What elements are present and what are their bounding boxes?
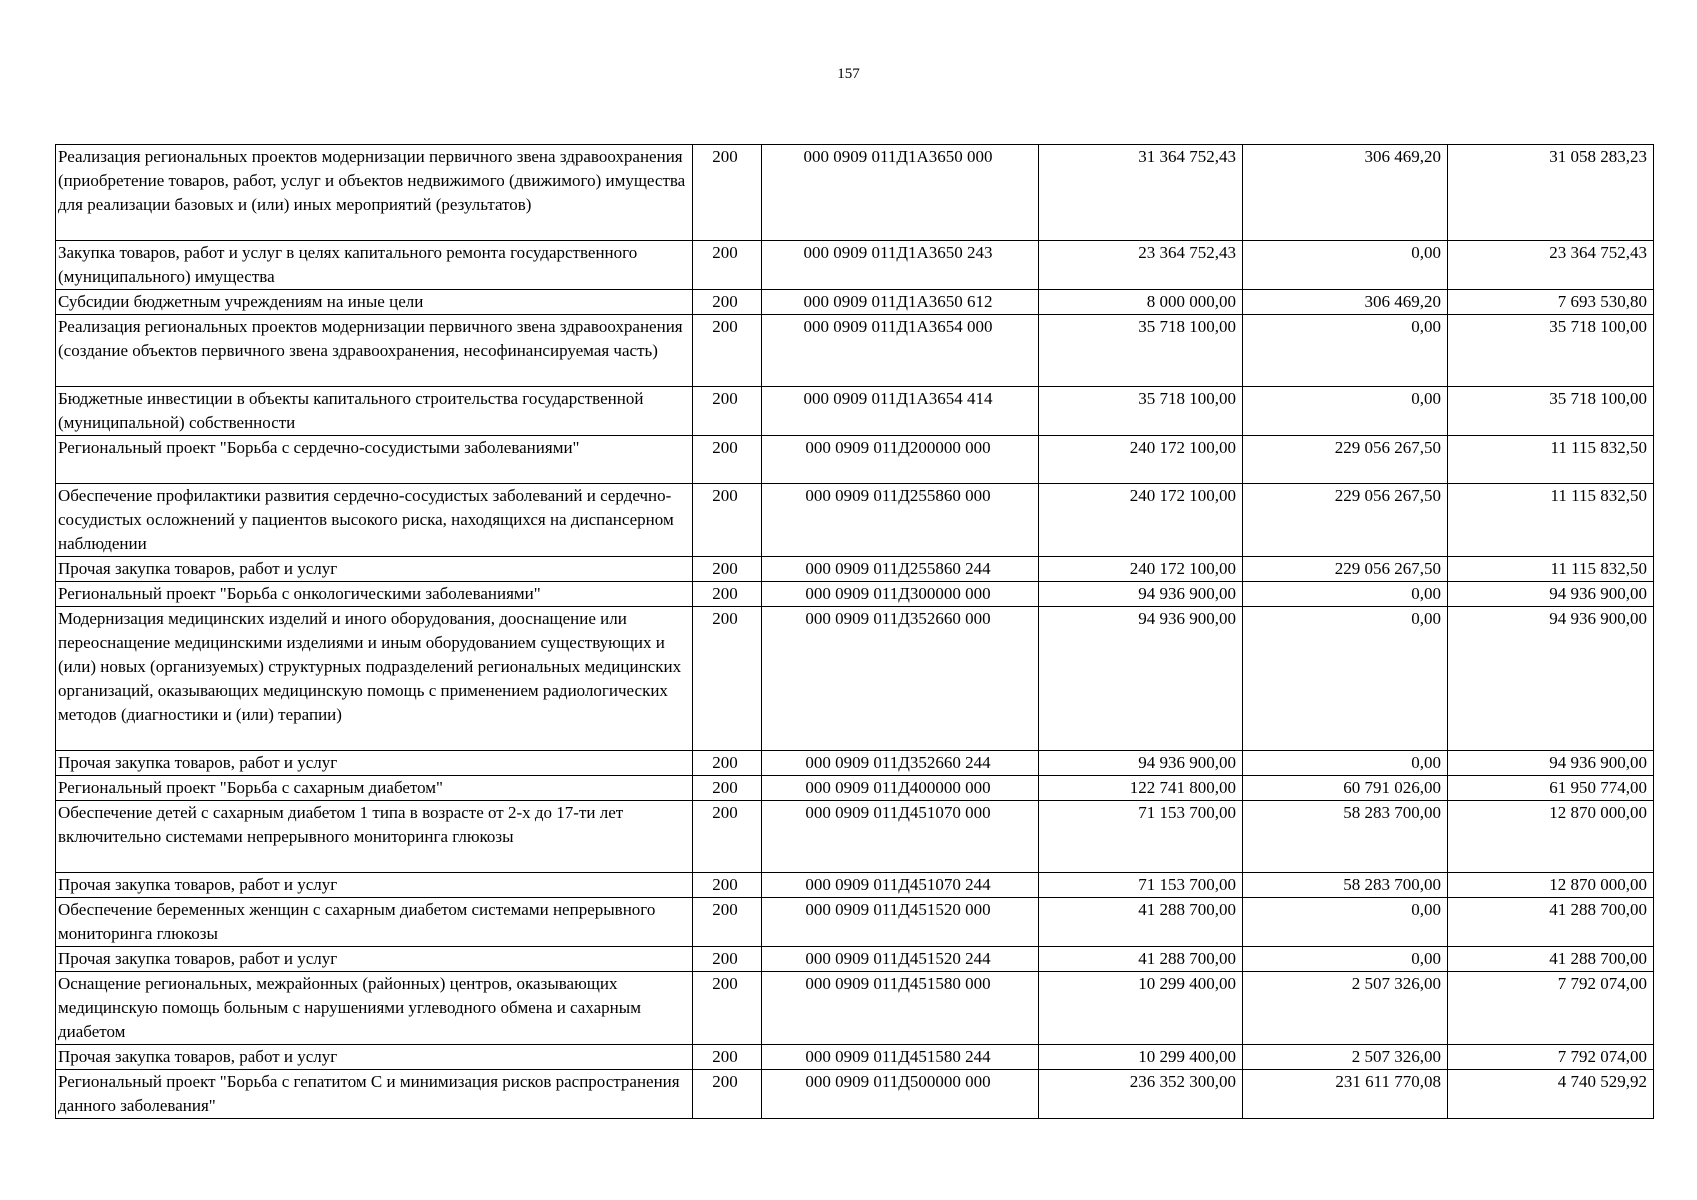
row-approved-cell: 122 741 800,00 [1039, 776, 1243, 801]
row-admin-code-cell: 200 [693, 898, 762, 947]
row-admin-code-cell: 200 [693, 241, 762, 290]
row-admin-code-cell: 200 [693, 801, 762, 873]
row-name-cell: Региональный проект "Борьба с сахарным диабетом" [56, 776, 693, 801]
row-admin-code-cell: 200 [693, 947, 762, 972]
table-row [56, 801, 1654, 873]
row-admin-code-cell: 200 [693, 557, 762, 582]
row-approved-cell: 94 936 900,00 [1039, 607, 1243, 751]
row-name-cell: Обеспечение профилактики развития сердечно-сосудистых заболеваний и сердечно-сосудистых осложнений у пациентов высокого риска, находящихся на диспансерном наблюдении [56, 484, 693, 557]
row-executed-cell: 58 283 700,00 [1243, 801, 1448, 873]
row-executed-cell: 306 469,20 [1243, 145, 1448, 241]
row-approved-cell: 240 172 100,00 [1039, 557, 1243, 582]
row-name-cell: Реализация региональных проектов модернизации первичного звена здравоохранения (приобретение товаров, работ, услуг и объектов недвижимого (движимого) имущества для реализации базовых и (или) иных мероприятий (результатов) [56, 145, 693, 241]
row-unexecuted-cell: 12 870 000,00 [1448, 873, 1654, 898]
table-row [56, 557, 1654, 582]
row-unexecuted-cell: 12 870 000,00 [1448, 801, 1654, 873]
row-approved-cell: 41 288 700,00 [1039, 898, 1243, 947]
row-budget-code-cell: 000 0909 011Д451070 000 [762, 801, 1039, 873]
table-row [56, 751, 1654, 776]
row-unexecuted-cell: 41 288 700,00 [1448, 898, 1654, 947]
row-approved-cell: 94 936 900,00 [1039, 751, 1243, 776]
row-approved-cell: 35 718 100,00 [1039, 387, 1243, 436]
row-budget-code-cell: 000 0909 011Д352660 000 [762, 607, 1039, 751]
row-admin-code-cell: 200 [693, 873, 762, 898]
row-executed-cell: 60 791 026,00 [1243, 776, 1448, 801]
row-admin-code-cell: 200 [693, 145, 762, 241]
row-unexecuted-cell: 11 115 832,50 [1448, 436, 1654, 484]
table-row [56, 582, 1654, 607]
row-budget-code-cell: 000 0909 011Д1А3654 414 [762, 387, 1039, 436]
row-executed-cell: 0,00 [1243, 387, 1448, 436]
row-approved-cell: 236 352 300,00 [1039, 1070, 1243, 1119]
row-admin-code-cell: 200 [693, 582, 762, 607]
row-name-cell: Реализация региональных проектов модернизации первичного звена здравоохранения (создание объектов первичного звена здравоохранения, несофинансируемая часть) [56, 315, 693, 387]
row-admin-code-cell: 200 [693, 436, 762, 484]
row-approved-cell: 10 299 400,00 [1039, 1045, 1243, 1070]
row-budget-code-cell: 000 0909 011Д200000 000 [762, 436, 1039, 484]
row-admin-code-cell: 200 [693, 315, 762, 387]
row-unexecuted-cell: 41 288 700,00 [1448, 947, 1654, 972]
table-row [56, 436, 1654, 484]
budget-table-body [56, 145, 1654, 1119]
row-approved-cell: 71 153 700,00 [1039, 873, 1243, 898]
row-name-cell: Прочая закупка товаров, работ и услуг [56, 947, 693, 972]
row-budget-code-cell: 000 0909 011Д255860 000 [762, 484, 1039, 557]
table-row [56, 1045, 1654, 1070]
table-row [56, 241, 1654, 290]
row-name-cell: Обеспечение детей с сахарным диабетом 1 типа в возрасте от 2-х до 17-ти лет включительно системами непрерывного мониторинга глюкозы [56, 801, 693, 873]
row-unexecuted-cell: 23 364 752,43 [1448, 241, 1654, 290]
row-unexecuted-cell: 11 115 832,50 [1448, 484, 1654, 557]
table-row [56, 484, 1654, 557]
row-executed-cell: 2 507 326,00 [1243, 972, 1448, 1045]
row-approved-cell: 240 172 100,00 [1039, 436, 1243, 484]
row-admin-code-cell: 200 [693, 1045, 762, 1070]
row-name-cell: Прочая закупка товаров, работ и услуг [56, 873, 693, 898]
row-admin-code-cell: 200 [693, 607, 762, 751]
table-row [56, 315, 1654, 387]
row-executed-cell: 0,00 [1243, 315, 1448, 387]
row-approved-cell: 23 364 752,43 [1039, 241, 1243, 290]
row-executed-cell: 229 056 267,50 [1243, 557, 1448, 582]
table-row [56, 145, 1654, 241]
table-row [56, 1070, 1654, 1119]
row-unexecuted-cell: 94 936 900,00 [1448, 582, 1654, 607]
row-unexecuted-cell: 7 792 074,00 [1448, 972, 1654, 1045]
row-approved-cell: 8 000 000,00 [1039, 290, 1243, 315]
row-admin-code-cell: 200 [693, 484, 762, 557]
row-name-cell: Прочая закупка товаров, работ и услуг [56, 1045, 693, 1070]
row-approved-cell: 31 364 752,43 [1039, 145, 1243, 241]
row-name-cell: Региональный проект "Борьба с гепатитом С и минимизация рисков распространения данного заболевания" [56, 1070, 693, 1119]
row-budget-code-cell: 000 0909 011Д1А3650 000 [762, 145, 1039, 241]
row-approved-cell: 240 172 100,00 [1039, 484, 1243, 557]
row-budget-code-cell: 000 0909 011Д1А3654 000 [762, 315, 1039, 387]
table-row [56, 387, 1654, 436]
row-executed-cell: 0,00 [1243, 947, 1448, 972]
row-budget-code-cell: 000 0909 011Д1А3650 612 [762, 290, 1039, 315]
row-executed-cell: 58 283 700,00 [1243, 873, 1448, 898]
row-unexecuted-cell: 31 058 283,23 [1448, 145, 1654, 241]
table-row [56, 776, 1654, 801]
row-admin-code-cell: 200 [693, 776, 762, 801]
row-budget-code-cell: 000 0909 011Д500000 000 [762, 1070, 1039, 1119]
row-budget-code-cell: 000 0909 011Д255860 244 [762, 557, 1039, 582]
table-row [56, 898, 1654, 947]
row-budget-code-cell: 000 0909 011Д400000 000 [762, 776, 1039, 801]
row-executed-cell: 2 507 326,00 [1243, 1045, 1448, 1070]
row-name-cell: Модернизация медицинских изделий и иного оборудования, дооснащение или переоснащение медицинскими изделиями и иным оборудованием существующих и (или) новых (организуемых) структурных подразделений региональных медицинских организаций, оказывающих медицинскую помощь с применением радиологических методов (диагностики и (или) терапии) [56, 607, 693, 751]
row-budget-code-cell: 000 0909 011Д300000 000 [762, 582, 1039, 607]
row-admin-code-cell: 200 [693, 972, 762, 1045]
row-name-cell: Субсидии бюджетным учреждениям на иные цели [56, 290, 693, 315]
row-budget-code-cell: 000 0909 011Д451580 244 [762, 1045, 1039, 1070]
row-approved-cell: 35 718 100,00 [1039, 315, 1243, 387]
row-unexecuted-cell: 61 950 774,00 [1448, 776, 1654, 801]
row-budget-code-cell: 000 0909 011Д352660 244 [762, 751, 1039, 776]
row-budget-code-cell: 000 0909 011Д1А3650 243 [762, 241, 1039, 290]
row-approved-cell: 71 153 700,00 [1039, 801, 1243, 873]
row-executed-cell: 229 056 267,50 [1243, 436, 1448, 484]
row-name-cell: Региональный проект "Борьба с онкологическими заболеваниями" [56, 582, 693, 607]
row-unexecuted-cell: 4 740 529,92 [1448, 1070, 1654, 1119]
row-executed-cell: 229 056 267,50 [1243, 484, 1448, 557]
table-row [56, 972, 1654, 1045]
row-name-cell: Закупка товаров, работ и услуг в целях капитального ремонта государственного (муниципального) имущества [56, 241, 693, 290]
row-approved-cell: 10 299 400,00 [1039, 972, 1243, 1045]
row-budget-code-cell: 000 0909 011Д451520 244 [762, 947, 1039, 972]
row-budget-code-cell: 000 0909 011Д451580 000 [762, 972, 1039, 1045]
table-row [56, 873, 1654, 898]
row-approved-cell: 94 936 900,00 [1039, 582, 1243, 607]
row-admin-code-cell: 200 [693, 387, 762, 436]
row-executed-cell: 0,00 [1243, 607, 1448, 751]
row-budget-code-cell: 000 0909 011Д451520 000 [762, 898, 1039, 947]
row-name-cell: Обеспечение беременных женщин с сахарным диабетом системами непрерывного мониторинга глюкозы [56, 898, 693, 947]
row-unexecuted-cell: 7 693 530,80 [1448, 290, 1654, 315]
row-unexecuted-cell: 11 115 832,50 [1448, 557, 1654, 582]
row-unexecuted-cell: 35 718 100,00 [1448, 315, 1654, 387]
row-name-cell: Прочая закупка товаров, работ и услуг [56, 557, 693, 582]
row-executed-cell: 0,00 [1243, 582, 1448, 607]
table-row [56, 607, 1654, 751]
row-budget-code-cell: 000 0909 011Д451070 244 [762, 873, 1039, 898]
row-executed-cell: 0,00 [1243, 898, 1448, 947]
row-approved-cell: 41 288 700,00 [1039, 947, 1243, 972]
table-row [56, 947, 1654, 972]
budget-table [55, 144, 1654, 1119]
row-name-cell: Региональный проект "Борьба с сердечно-сосудистыми заболеваниями" [56, 436, 693, 484]
row-executed-cell: 306 469,20 [1243, 290, 1448, 315]
row-name-cell: Прочая закупка товаров, работ и услуг [56, 751, 693, 776]
row-unexecuted-cell: 94 936 900,00 [1448, 607, 1654, 751]
row-admin-code-cell: 200 [693, 1070, 762, 1119]
row-name-cell: Бюджетные инвестиции в объекты капитального строительства государственной (муниципальной) собственности [56, 387, 693, 436]
table-row [56, 290, 1654, 315]
row-executed-cell: 231 611 770,08 [1243, 1070, 1448, 1119]
row-name-cell: Оснащение региональных, межрайонных (районных) центров, оказывающих медицинскую помощь больным с нарушениями углеводного обмена и сахарным диабетом [56, 972, 693, 1045]
row-admin-code-cell: 200 [693, 751, 762, 776]
row-executed-cell: 0,00 [1243, 751, 1448, 776]
page-number: 157 [837, 66, 860, 82]
row-executed-cell: 0,00 [1243, 241, 1448, 290]
row-unexecuted-cell: 35 718 100,00 [1448, 387, 1654, 436]
row-admin-code-cell: 200 [693, 290, 762, 315]
row-unexecuted-cell: 7 792 074,00 [1448, 1045, 1654, 1070]
row-unexecuted-cell: 94 936 900,00 [1448, 751, 1654, 776]
